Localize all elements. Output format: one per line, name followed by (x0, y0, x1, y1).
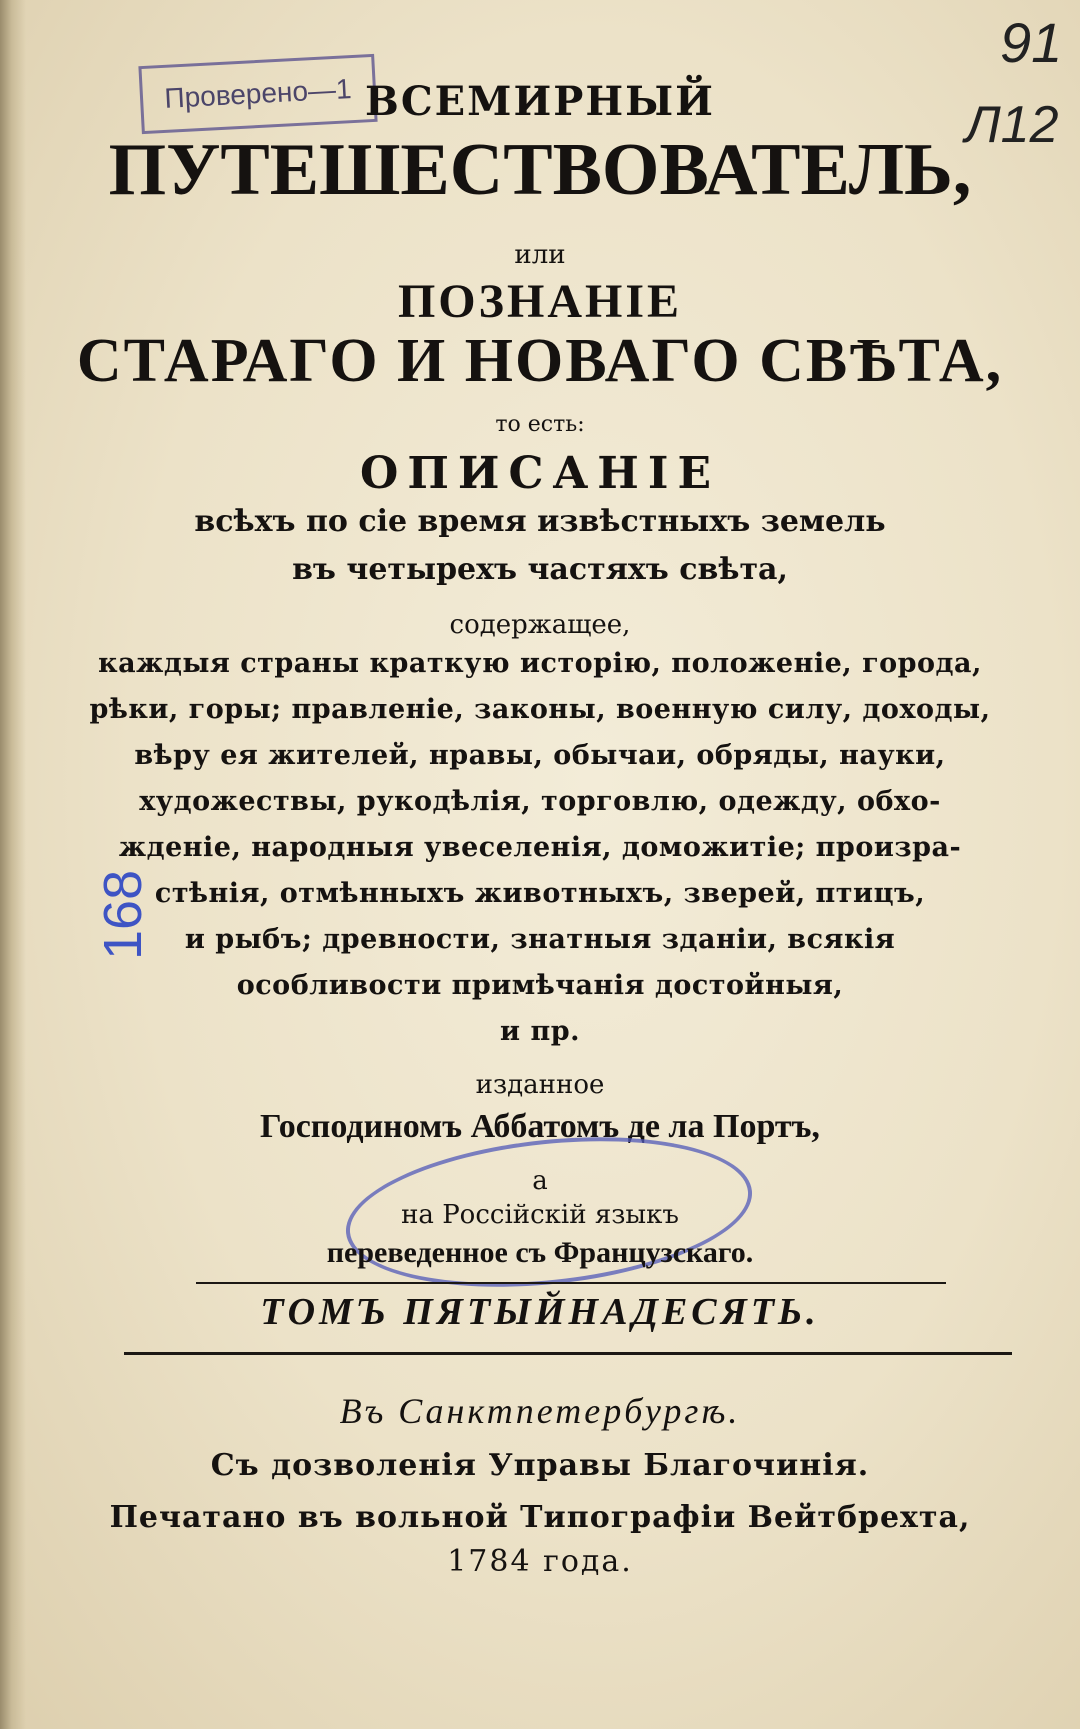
imprint-permission: Съ дозволенiя Управы Благочинiя. (210, 1448, 870, 1483)
imprint-printer: Печатано въ вольной Типографiи Вейтбрехта, (109, 1500, 971, 1535)
translated-line: переведенное съ Французскаго. (326, 1236, 754, 1269)
contents-intro: содержащее, (449, 610, 631, 640)
contents-line: жденiе, народныя увеселенiя, доможитiе; произра- (118, 832, 962, 863)
author-line: Господиномъ Аббатомъ де ла Портъ, (260, 1108, 820, 1145)
title-line-9: въ четырехъ частяхъ свѣта, (292, 552, 788, 587)
title-line-2: ПУТЕШЕСТВОВАТЕЛЬ, (108, 129, 972, 211)
divider (196, 1282, 946, 1284)
contents-line: вѣру ея жителей, нравы, обычаи, обряды, науки, (134, 740, 946, 771)
title-line-4: ПОЗНАНIЕ (397, 275, 683, 328)
imprint-city: Въ Санктпетербургѣ. (339, 1391, 741, 1431)
handwritten-margin-number: 168 (93, 869, 153, 960)
handwritten-number: 91 (1000, 11, 1063, 74)
title-line-3: или (514, 240, 566, 270)
language-line: на Россiйскiй языкъ (401, 1200, 679, 1230)
contents-line: и пр. (500, 1016, 580, 1047)
title-line-5: СТАРАГО И НОВАГО СВѢТА, (76, 327, 1004, 395)
contents-line: художествы, рукодѣлiя, торговлю, одежду, обхо- (139, 786, 941, 817)
contents-line: особливости примѣчанiя достойныя, (236, 970, 844, 1001)
handwritten-shelfmark: Л12 (965, 96, 1059, 154)
volume-title: ТОМЪ ПЯТЫЙНАДЕСЯТЬ. (260, 1291, 820, 1333)
and-label: а (532, 1166, 548, 1196)
verification-stamp: Проверено—1 (138, 54, 377, 134)
divider (124, 1352, 1012, 1355)
contents-line: рѣки, горы; правленiе, законы, военную силу, доходы, (89, 694, 991, 725)
contents-line: стѣнiя, отмѣнныхъ животныхъ, зверей, птицъ, (154, 878, 926, 909)
contents-line: и рыбъ; древности, знатныя зданiи, всякiя (184, 924, 896, 955)
title-line-1: ВСЕМИРНЫЙ (365, 78, 715, 125)
title-line-7: ОПИСАНIЕ (360, 448, 720, 499)
contents-line: каждыя страны краткую исторiю, положенiе, города, (98, 648, 982, 679)
published-label: изданное (475, 1070, 605, 1100)
title-line-8: всѣхъ по сiе время извѣстныхъ земель (194, 504, 886, 539)
title-line-6: то есть: (495, 412, 585, 437)
imprint-year: 1784 года. (447, 1544, 633, 1579)
